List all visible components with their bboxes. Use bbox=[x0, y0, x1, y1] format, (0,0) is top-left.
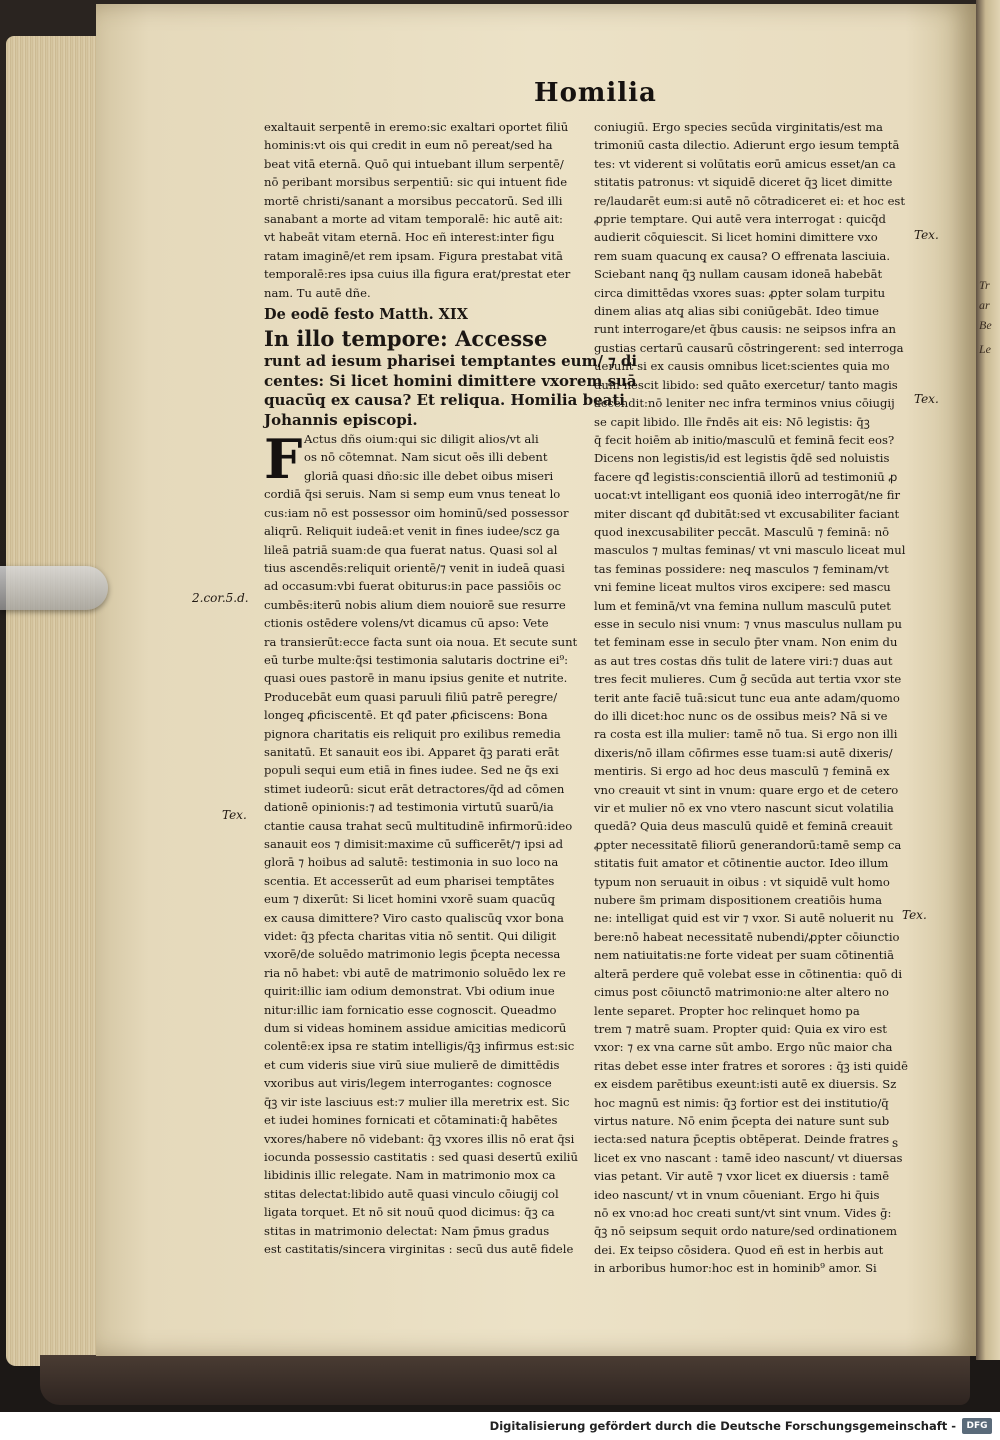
text-line: ideo nascunt/ vt in vnum cōueniant. Ergo hi q̄uis bbox=[594, 1187, 880, 1202]
text-line: as aut tres costas dñs tulit de latere viri:⁊ duas aut bbox=[594, 653, 893, 668]
body-lines bbox=[594, 118, 910, 1278]
text-line: audierit cōquiescit. Si licet homini dimittere vxo bbox=[594, 230, 878, 245]
text-line: tas feminas possidere: neq̧ masculos ⁊ feminam/vt bbox=[594, 561, 889, 576]
margin-reference: 2.cor.5.d. bbox=[192, 591, 249, 605]
text-line: miter discant qđ dubitāt:sed vt excusabiliter faciant bbox=[594, 506, 900, 521]
text-line: accendit:nō leniter nec infra terminos vnius cōiugij bbox=[594, 396, 895, 411]
text-line: quod inexcusabiliter peccāt. Masculū ⁊ feminā: nō bbox=[594, 524, 890, 539]
text-line: bere:nō habeat necessitatē nubendi/ꝓpter cōiunctio bbox=[594, 929, 900, 944]
text-line: vxores/habere nō videbant: q̄ꝫ vxores illis nō erat q̄si bbox=[264, 1131, 575, 1146]
text-line: eum ⁊ dixerūt: Si licet homini vxorē suam quacūq̧ bbox=[264, 892, 556, 907]
dfg-logo: DFG bbox=[962, 1418, 992, 1434]
text-line: q̄ꝫ vir iste lasciuus est:⁊ mulier illa meretrix est. Sic bbox=[264, 1094, 570, 1109]
text-line: hominis:vt ois qui credit in eum nō pereat/sed ha bbox=[264, 138, 553, 153]
text-line: sanabant a morte ad vitam temporalē: hic autē ait: bbox=[264, 212, 563, 227]
text-line: sanitatū. Et sanauit eos ibi. Apparet q̄ꝫ parati erāt bbox=[264, 744, 560, 759]
facing-page-edge bbox=[976, 0, 1000, 1360]
text-line: pignora charitatis eis reliquit pro exilibus remedia bbox=[264, 726, 561, 741]
text-line: tet feminam esse in seculo p̄ter vnam. Non enim du bbox=[594, 635, 898, 650]
text-line: stitas delectat:libido autē quasi vinculo cōiugij col bbox=[264, 1186, 559, 1201]
text-line: ritas debet esse inter fratres et sorores : q̄ꝫ isti quidē bbox=[594, 1058, 908, 1073]
text-line: q̄ fecit hoiēm ab initio/masculū et feminā fecit eos? bbox=[594, 432, 895, 447]
text-line: gustias certarū causarū cōstringerent: sed interroga bbox=[594, 340, 904, 355]
text-line: Sciebant nanq̧ q̄ꝫ nullam causam idoneā habebāt bbox=[594, 267, 883, 282]
text-line: ctionis ostēdere volens/vt dicamus cū apso: Vete bbox=[264, 616, 549, 631]
text-line: stitatis patronus: vt siquidē diceret q̄ꝫ licet dimitte bbox=[594, 175, 893, 190]
text-line: temporalē:res ipsa cuius illa figura erat/prestat eter bbox=[264, 267, 571, 282]
section-heading: De eodē festo Matth. XIX bbox=[264, 306, 468, 324]
text-line: ra transierūt:ecce facta sunt oia noua. Et secute sunt bbox=[264, 634, 578, 649]
dropcap-paragraph bbox=[264, 427, 572, 492]
text-line: licet ex vno nascant : tamē ideo nascunt/ vt diuersas bbox=[594, 1150, 903, 1165]
text-line: se capit libido. Ille r̄ndēs ait eis: Nō legistis: q̄ꝫ bbox=[594, 414, 870, 429]
text-line: trimoniū casta dilectio. Adierunt ergo iesum temptā bbox=[594, 138, 900, 153]
text-line: gloriā quasi dño:sic ille debet oibus miseri bbox=[304, 468, 554, 483]
gutter-letter: Le bbox=[979, 342, 991, 356]
text-line: dei. Ex teipso cōsidera. Quod eñ est in herbis aut bbox=[594, 1242, 884, 1257]
text-line: ex eisdem parētibus exeunt:isti autē ex diuersis. Sz bbox=[594, 1077, 897, 1092]
text-line: centes: Si licet homini dimittere vxorem suā bbox=[264, 371, 637, 390]
text-line: ratam imaginē/et rem ipsam. Figura prestabat vitā bbox=[264, 248, 563, 263]
text-line: q̄ꝫ nō seipsum sequit ordo nature/sed ordinationem bbox=[594, 1224, 897, 1239]
incipit-lines bbox=[264, 352, 638, 430]
text-line: vxoribus aut viris/legem interrogantes: cognosce bbox=[264, 1076, 552, 1091]
text-line: Producebāt eum quasi paruuli filiū patrē peregre/ bbox=[264, 689, 558, 704]
text-line: ria nō habet: vbi autē de matrimonio soluēdo lex re bbox=[264, 965, 566, 980]
text-line: ad occasum:vbi fuerat obiturus:in pace passiōis oc bbox=[264, 579, 562, 594]
text-line: nō peribant morsibus serpentiū: sic qui intuent fide bbox=[264, 175, 568, 190]
margin-tex-note: Tex. bbox=[222, 808, 247, 822]
text-line: lileā patriā suam:de qua fuerat natus. Quasi sol al bbox=[264, 542, 558, 557]
text-line: dinem alias atq̧ alias sibi coniūgebāt. Ideo timue bbox=[594, 304, 880, 319]
bookmark-ribbon bbox=[0, 566, 108, 610]
text-line: et iudei homines fornicati et cōtaminati:q̄ habētes bbox=[264, 1113, 558, 1128]
text-line: trem ⁊ matrē suam. Propter quid: Quia ex viro est bbox=[594, 1021, 887, 1036]
text-line: ex causa dimittere? Viro casto qualiscūq̧ vxor bona bbox=[264, 910, 564, 925]
text-line: in arboribus humor:hoc est in hominib⁹ amor. Si bbox=[594, 1261, 877, 1276]
text-line: quirit:illic iam odium demonstrat. Vbi odium inue bbox=[264, 984, 555, 999]
text-line: populi sequi eum etiā in fines iudee. Sed ne q̄s exi bbox=[264, 763, 559, 778]
text-line: et cum videris siue virū siue mulierē de dimittēdis bbox=[264, 1057, 560, 1072]
text-line: esse in seculo nisi vnum: ⁊ vnus masculus nullam pu bbox=[594, 616, 902, 631]
text-line: lente separet. Propter hoc relinquet homo pa bbox=[594, 1003, 860, 1018]
text-line: iecta:sed natura p̄ceptis obtēperat. Deinde fratres bbox=[594, 1132, 890, 1147]
book-cover bbox=[40, 1355, 970, 1405]
text-line: runt interrogare/et q̄bus causis: ne seipsos infra an bbox=[594, 322, 896, 337]
text-line: alterā perdere quē volebat esse in cōtinentia: quō di bbox=[594, 966, 903, 981]
text-line: virtus nature. Nō enim p̄cepta dei nature sunt sub bbox=[594, 1113, 890, 1128]
text-line: cordiā q̄si seruis. Nam si semp eum vnus teneat lo bbox=[264, 487, 561, 502]
text-line: vias petant. Vir autē ⁊ vxor licet ex diuersis : tamē bbox=[594, 1169, 890, 1184]
text-line: coniugiū. Ergo species secūda virginitatis/est ma bbox=[594, 120, 883, 134]
text-line: colentē:ex ipsa re statim intelligis/q̄ꝫ infirmus est:sic bbox=[264, 1039, 575, 1054]
text-line: Johannis episcopi. bbox=[264, 410, 418, 429]
text-line: runt ad iesum pharisei temptantes eum/ ⁊ di bbox=[264, 352, 638, 371]
text-line: dum nescit libido: sed quāto exercetur/ tanto magis bbox=[594, 377, 898, 392]
text-line: tius ascendēs:reliquit orientē/⁊ venit in iudeā quasi bbox=[264, 560, 565, 575]
text-line: dationē opinionis:⁊ ad testimonia virtutū suarū/ia bbox=[264, 800, 554, 815]
text-line: est castitatis/sincera virginitas : secū dus autē fidele bbox=[264, 1241, 574, 1256]
margin-tex-note: Tex. bbox=[914, 228, 939, 242]
text-line: ctantie causa trahat secū multitudinē infirmorū:ideo bbox=[264, 818, 573, 833]
text-line: cimus post cōiunctō matrimonio:ne alter altero no bbox=[594, 985, 889, 1000]
text-line: nō ex vno:ad hoc creati sunt/vt sint vnum. Vides ḡ: bbox=[594, 1205, 892, 1220]
text-line: uerunt si ex causis omnibus licet:scientes quia mo bbox=[594, 359, 890, 374]
text-line: eū turbe multe:q̄si testimonia salutaris doctrine ei⁹: bbox=[264, 652, 569, 667]
text-line: tres fecit mulieres. Cum ḡ secūda aut tertia vxor ste bbox=[594, 672, 902, 687]
text-line: nitur:illic iam fornicatio esse cognoscit. Queadmo bbox=[264, 1002, 557, 1017]
text-line: sanauit eos ⁊ dimisit:maxime cū sufficerēt/⁊ ipsi ad bbox=[264, 837, 564, 851]
text-line: Actus dñs oium:qui sic diligit alios/vt ali bbox=[304, 432, 539, 447]
gutter-letter: Be bbox=[979, 318, 992, 332]
text-line: glorā ⁊ hoibus ad salutē: testimonia in suo loco na bbox=[264, 855, 559, 870]
funding-credit: Digitalisierung gefördert durch die Deutsche Forschungsgemeinschaft - bbox=[489, 1419, 956, 1433]
text-line: nubere s̄m primam dispositionem creatiōis huma bbox=[594, 893, 883, 908]
text-line: quasi oues pastorē in manu ipsius genite et nutrite. bbox=[264, 671, 568, 686]
text-line: tes: vt viderent si volūtatis eorū amicus esset/an ca bbox=[594, 156, 896, 171]
text-line: hoc magnū est nimis: q̄ꝫ fortior est dei institutio/q̄ bbox=[594, 1095, 889, 1110]
text-line: vir et mulier nō ex vno vtero nascunt sicut volatilia bbox=[594, 801, 894, 816]
text-line: dixeris/nō illam cōfirmes esse tuam:si autē dixeris/ bbox=[594, 745, 893, 760]
dropcap-lines bbox=[264, 427, 572, 492]
text-line: longeq̧ ꝓficiscentē. Et qđ pater ꝓficiscens: Bona bbox=[264, 708, 548, 723]
text-line: os nō cōtemnat. Nam sicut oēs illi debent bbox=[304, 450, 548, 465]
text-line: vni femine liceat multos viros excipere: sed mascu bbox=[594, 580, 891, 595]
text-line: vno creauit vt sint in vnum: quare ergo et de cetero bbox=[594, 782, 899, 797]
running-head: Homilia bbox=[534, 78, 657, 108]
text-line: stitas in matrimonio delectat: Nam p̄mus gradus bbox=[264, 1223, 550, 1238]
text-line: stimet iudeorū: sicut erāt detractores/q̄d ad cōmen bbox=[264, 781, 565, 796]
gutter-letter: ar bbox=[979, 298, 990, 312]
text-line: do illi dicet:hoc nunc os de ossibus meis? Nā si ve bbox=[594, 709, 888, 723]
page-fore-edge bbox=[6, 36, 106, 1366]
incipit-heading: In illo tempore: Accesse bbox=[264, 326, 548, 352]
text-line: ꝓpter necessitatē filiorū generandorū:tamē semp ca bbox=[594, 837, 902, 852]
text-line: beat vitā eternā. Quō qui intuebant illum serpentē/ bbox=[264, 156, 564, 171]
body-lines bbox=[264, 485, 578, 1258]
footer-bar bbox=[0, 1412, 1000, 1440]
text-line: iocunda possessio castitatis : sed quasi desertū exiliū bbox=[264, 1149, 578, 1164]
catchword-mark: s bbox=[892, 1136, 899, 1150]
dropcap-initial: F bbox=[264, 427, 303, 492]
text-line: ra costa est illa mulier: tamē nō tua. Si ergo non illi bbox=[594, 727, 898, 742]
gutter-letter: Tr bbox=[979, 278, 990, 292]
text-line: vxorē/de soluēdo matrimonio legis p̄cepta necessa bbox=[264, 947, 561, 962]
text-line: facere qđ legistis:conscientiā illorū ad testimoniū ꝓ bbox=[594, 469, 898, 484]
text-line: typum non seruauit in oibus : vt siquidē vult homo bbox=[594, 874, 890, 889]
text-line: nem natiuitatis:ne forte videat per suam cōtinentiā bbox=[594, 948, 894, 963]
margin-tex-note: Tex. bbox=[914, 392, 939, 406]
text-line: ꝓprie temptare. Qui autē vera interrogat : quicq̄d bbox=[594, 212, 886, 227]
intro-lines bbox=[264, 118, 572, 302]
text-line: cus:iam nō est possessor oim hominū/sed possessor bbox=[264, 505, 569, 520]
text-line: scentia. Et accesserūt ad eum pharisei temptātes bbox=[264, 873, 555, 888]
text-line: libidinis illic relegate. Nam in matrimonio mox ca bbox=[264, 1168, 556, 1183]
text-line: quedā? Quia deus masculū quidē et feminā creauit bbox=[594, 819, 893, 834]
text-line: ne: intelligat quid est vir ⁊ vxor. Si autē noluerit nu bbox=[594, 911, 894, 926]
text-line: rem suam quacunq̧ ex causa? O effrenata lasciuia. bbox=[594, 248, 891, 263]
text-line: ligata torquet. Et nō sit nouū quod dicimus: q̄ꝫ ca bbox=[264, 1205, 555, 1220]
text-column-right bbox=[594, 118, 910, 1278]
text-line: mentiris. Si ergo ad hoc deus masculū ⁊ feminā ex bbox=[594, 764, 890, 779]
text-line: re/laudarēt eum:si autē nō cōtradiceret ei: et hoc est bbox=[594, 193, 906, 208]
text-line: lum et feminā/vt vna femina nullum masculū putet bbox=[594, 598, 891, 613]
margin-tex-note: Tex. bbox=[902, 908, 927, 922]
text-line: quacūq̧ ex causa? Et reliqua. Homilia beati bbox=[264, 391, 625, 410]
text-line: stitatis fuit amator et cōtinentie auctor. Ideo illum bbox=[594, 856, 889, 871]
text-line: nam. Tu autē dñe. bbox=[264, 285, 371, 300]
text-line: Dicens non legistis/id est legistis q̄dē sed noluistis bbox=[594, 451, 890, 466]
text-line: masculos ⁊ multas feminas/ vt vni masculo liceat mul bbox=[594, 543, 906, 558]
text-line: exaltauit serpentē in eremo:sic exaltari oportet filiū bbox=[264, 120, 569, 134]
text-line: vxor: ⁊ ex vna carne sūt ambo. Ergo nūc maior cha bbox=[594, 1040, 893, 1055]
text-line: terit ante faciē tuā:sicut tunc eua ante adam/quomo bbox=[594, 690, 900, 705]
text-column-left bbox=[264, 118, 638, 1258]
text-line: circa dimittēdas vxores suas: ꝓpter solam turpitu bbox=[594, 285, 886, 300]
text-line: aliqrū. Reliquit iudeā:et venit in fines iudee/scz ga bbox=[264, 524, 560, 539]
text-line: vt habeāt vitam eternā. Hoc eñ interest:inter figu bbox=[264, 230, 555, 245]
text-line: dum si videas hominem assidue amicitias medicorū bbox=[264, 1021, 567, 1036]
text-line: uocat:vt intelligant eos quoniā ideo interrogāt/ne fir bbox=[594, 488, 900, 503]
text-line: videt: q̄ꝫ pfecta charitas vitia nō sentit. Qui diligit bbox=[264, 929, 557, 944]
text-line: mortē christi/sanant a morsibus peccatorū. Sed illi bbox=[264, 193, 563, 208]
text-line: cumbēs:iterū nobis alium diem nouiorē sue resurre bbox=[264, 597, 566, 612]
